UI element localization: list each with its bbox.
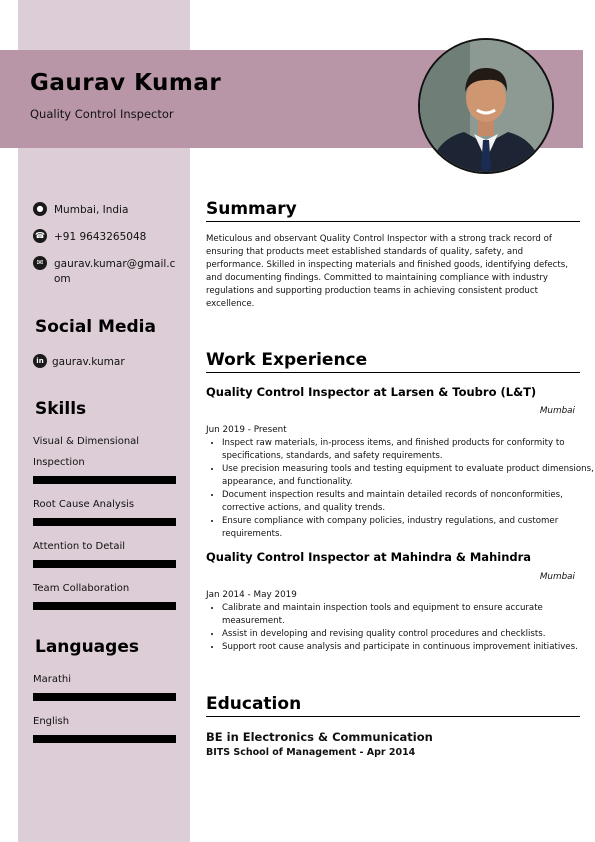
languages-heading: Languages — [35, 637, 139, 657]
list-item: • Assist in developing and revising quality control procedures and checklists. — [222, 628, 595, 641]
job-dates: Jun 2019 - Present — [206, 425, 287, 435]
job-location: Mumbai — [539, 572, 575, 582]
skill-bar — [33, 602, 176, 610]
location-text: Mumbai, India — [54, 204, 129, 216]
list-item: • Calibrate and maintain inspection tools and equipment to ensure accurate measurement. — [222, 602, 595, 628]
skill-bar — [33, 560, 176, 568]
list-item: • Ensure compliance with company policies, industry regulations, and customer requirements. — [222, 515, 595, 541]
list-item: • Inspect raw materials, in-process items, and finished products for conformity to specifications, standards, and safety requirements. — [222, 437, 595, 463]
email-text[interactable]: gaurav.kumar@gmail.com — [54, 258, 176, 285]
skills-heading: Skills — [35, 399, 87, 419]
social-media-heading: Social Media — [35, 317, 156, 337]
profile-photo — [418, 38, 554, 174]
job-bullets — [206, 602, 595, 654]
linkedin-icon: in — [33, 354, 47, 368]
education-degree: BE in Electronics & Communication — [206, 730, 433, 744]
education-heading: Education — [206, 694, 580, 717]
list-item: • Support root cause analysis and participate in continuous improvement initiatives. — [222, 641, 595, 654]
language-label: Marathi — [33, 674, 72, 685]
job-bullets — [206, 437, 595, 541]
job-dates: Jan 2014 - May 2019 — [206, 590, 297, 600]
language-bar — [33, 735, 176, 743]
education-school: BITS School of Management - Apr 2014 — [206, 747, 416, 758]
summary-text: Meticulous and observant Quality Control Inspector with a strong track record of ensuring that products meet established standards of quality, safety, and performance. Skilled in inspecting materials and finished goods, identifying defects, and documenting findings. Committed to maintaining compliance with industry regulations and supporting production teams in achieving consistent product excellence. — [206, 234, 568, 309]
phone-text: +91 9643265048 — [54, 231, 147, 243]
job-title: Quality Control Inspector at Larsen & Toubro (L&T) — [206, 385, 537, 399]
candidate-name: Gaurav Kumar — [30, 70, 222, 96]
list-item: • Document inspection results and maintain detailed records of nonconformities, corrective actions, and quality trends. — [222, 489, 595, 515]
list-item: • Use precision measuring tools and testing equipment to evaluate product dimensions, appearance, and functionality. — [222, 463, 595, 489]
phone-icon: ☎ — [33, 229, 47, 243]
linkedin-text[interactable]: gaurav.kumar — [52, 356, 125, 368]
candidate-role: Quality Control Inspector — [30, 107, 174, 121]
experience-heading: Work Experience — [206, 350, 580, 373]
email-icon: ✉ — [33, 256, 47, 270]
language-bar — [33, 693, 176, 701]
skill-label: Root Cause Analysis — [33, 499, 135, 510]
skill-label: Attention to Detail — [33, 541, 126, 552]
language-label: English — [33, 716, 70, 727]
skill-bar — [33, 518, 176, 526]
skill-bar — [33, 476, 176, 484]
summary-heading: Summary — [206, 199, 580, 222]
job-location: Mumbai — [539, 406, 575, 416]
skill-label: Team Collaboration — [33, 583, 130, 594]
job-title: Quality Control Inspector at Mahindra & Mahindra — [206, 550, 532, 564]
location-pin-icon: ● — [33, 202, 47, 216]
skill-label: Visual & Dimensional Inspection — [33, 436, 140, 468]
